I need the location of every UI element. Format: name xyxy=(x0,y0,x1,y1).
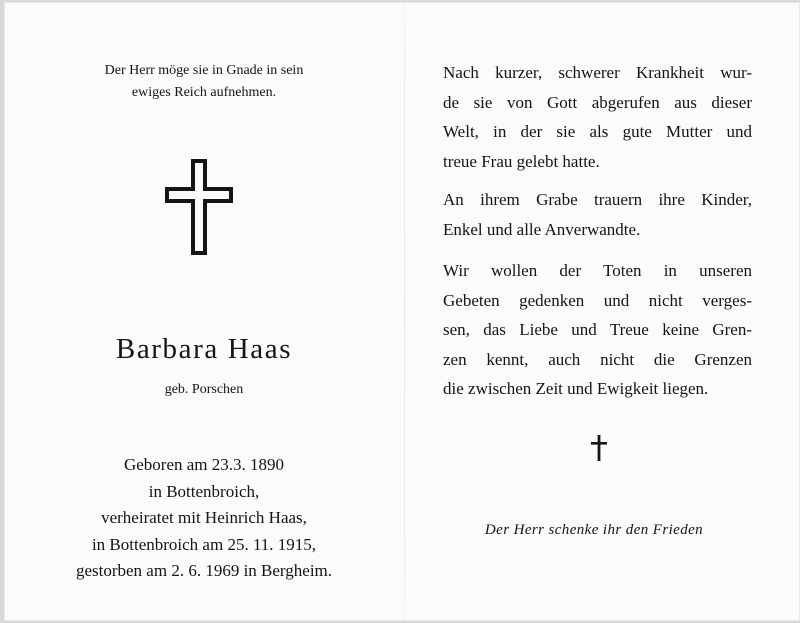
text-line: de sie von Gott abgerufen aus dieser xyxy=(443,92,752,112)
text-line: An ihrem Grabe trauern ihre Kinder, xyxy=(443,190,752,209)
text-line: die zwischen Zeit und Ewigkeit liegen. xyxy=(443,379,709,398)
text-line: Nach kurzer, schwerer Krankheit wur- xyxy=(443,63,752,82)
life-date-line: in Bottenbroich am 25. 11. 1915, xyxy=(91,534,317,554)
life-date-line: verheiratet mit Heinrich Haas, xyxy=(101,508,307,527)
motto-line: ewiges Reich aufnehmen. xyxy=(131,85,277,100)
paragraph-illness xyxy=(443,58,752,176)
left-panel xyxy=(4,2,404,621)
maiden-name: geb. Porschen xyxy=(164,382,244,397)
life-date-line: in Bottenbroich, xyxy=(148,481,260,501)
latin-cross-icon xyxy=(590,434,608,462)
outlined-latin-cross-icon xyxy=(163,157,235,257)
right-panel xyxy=(404,2,800,621)
text-line: Wir wollen der Toten in unseren xyxy=(443,261,752,280)
text-line: zen kennt, auch nicht die Grenzen xyxy=(443,349,752,369)
life-dates xyxy=(14,452,394,585)
deceased-name: Barbara Haas xyxy=(115,333,293,365)
life-date-line: gestorben am 2. 6. 1969 in Bergheim. xyxy=(75,561,333,580)
text-line: Gebeten gedenken und nicht verges- xyxy=(443,290,752,310)
text-line: sen, das Liebe und Treue keine Gren- xyxy=(443,320,752,339)
text-line: Welt, in der sie als gute Mutter und xyxy=(443,122,752,141)
paragraph-mourners xyxy=(443,185,752,244)
paragraph-remembrance xyxy=(443,256,752,404)
motto-line: Der Herr möge sie in Gnade in sein xyxy=(104,63,304,78)
text-line: treue Frau gelebt hatte. xyxy=(443,151,600,171)
life-date-line: Geboren am 23.3. 1890 xyxy=(123,455,285,474)
closing-blessing: Der Herr schenke ihr den Frieden xyxy=(484,522,704,538)
text-line: Enkel und alle Anverwandte. xyxy=(443,219,641,239)
motto xyxy=(44,60,364,104)
memorial-card xyxy=(4,2,800,621)
